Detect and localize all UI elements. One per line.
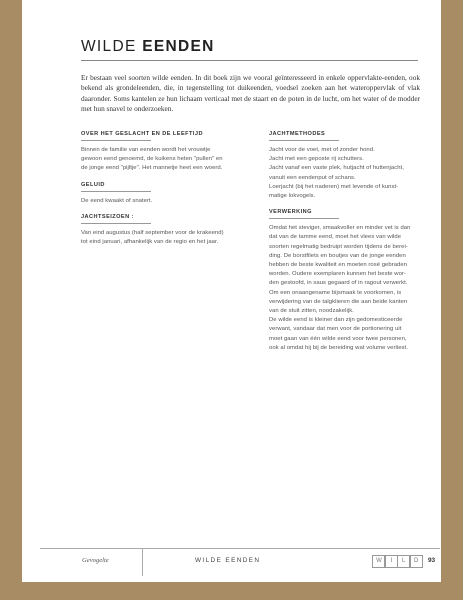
section-text bbox=[81, 229, 231, 247]
heading-rule bbox=[81, 223, 151, 224]
title-light: WILDE bbox=[81, 38, 143, 55]
text-line: dat van de tamme eend, moet het vlees van wilde bbox=[269, 234, 402, 241]
title-rule bbox=[81, 60, 418, 61]
text-line: De wilde eend is kleiner dan zijn gedomesticeerde bbox=[269, 317, 403, 324]
text-line: Jacht vanaf een vaste plek, hutjacht of huttenjacht, bbox=[269, 165, 404, 172]
section-hunting-season bbox=[81, 214, 231, 247]
text-line: moet gaan van één wilde eend voor twee personen, bbox=[269, 335, 407, 342]
right-column bbox=[269, 131, 419, 361]
section-heading: OVER HET GESLACHT EN DE LEEFTIJD bbox=[81, 131, 203, 137]
text-line: matige lokvogels. bbox=[269, 193, 316, 200]
wild-logo bbox=[373, 555, 423, 567]
text-line: De eend kwaakt of snatert. bbox=[81, 197, 153, 204]
footer-chapter-name: WILDE EENDEN bbox=[195, 557, 261, 564]
section-text bbox=[81, 197, 231, 206]
text-line: Om een onaangename bijsmaak te voorkomen, is bbox=[269, 289, 402, 296]
text-line: den gestoofd, in saus gegaard of in ragout verwerkt. bbox=[269, 280, 408, 287]
text-line: verwijdering van de talgklieren die aan beide kanten bbox=[269, 298, 408, 305]
text-line: verwant, vandaar dat men voor de portionering uit bbox=[269, 326, 402, 333]
section-heading: GELUID bbox=[81, 181, 105, 188]
text-line: de jonge eend "pijltje". Het mannetje heet een woerd. bbox=[81, 165, 223, 172]
text-line: worden. Oudere exemplaren kunnen het beste wor- bbox=[269, 271, 406, 278]
footer-rule bbox=[40, 548, 440, 549]
section-text bbox=[269, 224, 419, 353]
intro-paragraph: Er bestaan veel soorten wilde eenden. In dit boek zijn we vooral geïnteresseerd in enkele oppervlakte-eenden, ook bekend als grondeleenden, die, in tegenstelling tot duikeenden, voedsel zoeken aan het wateroppervlak of vlak daaronder. Soms kantelen ze hun lichaam verticaal met de staart en de poten in de lucht, om het water of de modder met hun snavel te onderzoeken. bbox=[81, 73, 420, 114]
section-heading: JACHTMETHODES bbox=[269, 131, 326, 137]
section-gender-age bbox=[81, 131, 231, 174]
text-line: vanuit een eendenput of schans. bbox=[269, 174, 356, 181]
text-line: ding. De borstfilets en boutjes van de jonge eenden bbox=[269, 252, 406, 259]
heading-rule bbox=[269, 140, 339, 141]
text-line: van de stuit zitten, noodzakelijk. bbox=[269, 308, 354, 315]
text-line: soorten regelmatig bedruipt worden tijdens de berei- bbox=[269, 243, 408, 250]
section-heading: VERWERKING bbox=[269, 209, 312, 216]
logo-letter: W bbox=[372, 555, 385, 568]
footer-section-name: Gevogelte bbox=[82, 557, 109, 564]
section-sound bbox=[81, 182, 231, 206]
text-line: Van eind augustus (half september voor de krakeend) bbox=[81, 229, 224, 236]
section-text bbox=[81, 146, 231, 174]
text-line: Jacht met een geposte rij schutters. bbox=[269, 156, 364, 163]
footer-divider bbox=[142, 548, 143, 576]
title-bold: EENDEN bbox=[142, 38, 215, 55]
text-line: Binnen de familie van eenden wordt het vrouwtje bbox=[81, 147, 211, 153]
text-line: tot eind januari, afhankelijk van de regio en het jaar. bbox=[81, 239, 219, 246]
logo-letter: I bbox=[385, 555, 398, 568]
left-column bbox=[81, 131, 231, 255]
text-line: Jacht voor de voet, met of zonder hond. bbox=[269, 147, 375, 153]
page-title bbox=[81, 38, 215, 56]
section-processing bbox=[269, 209, 419, 353]
text-line: gewoon eend genoemd, de kuikens heten "pullen" en bbox=[81, 156, 223, 163]
text-line: ook al omdat hij bij de bereiding wat volume verliest. bbox=[269, 344, 408, 351]
section-heading: JACHTSEIZOEN : bbox=[81, 213, 134, 220]
page-number: 93 bbox=[428, 557, 436, 564]
text-line: Loerjacht (bij het naderen) met levende of kunst- bbox=[269, 183, 399, 190]
logo-letter: D bbox=[410, 555, 423, 568]
page-footer bbox=[40, 548, 440, 576]
text-line: hebben de beste kwaliteit en moeten rosé gebraden bbox=[269, 262, 408, 269]
heading-rule bbox=[269, 218, 339, 219]
heading-rule bbox=[81, 140, 151, 141]
text-line: Omdat het steviger, smaakvoller en minder vet is dan bbox=[269, 225, 411, 232]
section-hunting-methods bbox=[269, 131, 419, 201]
logo-letter: L bbox=[397, 555, 410, 568]
section-text bbox=[269, 146, 419, 201]
heading-rule bbox=[81, 191, 151, 192]
